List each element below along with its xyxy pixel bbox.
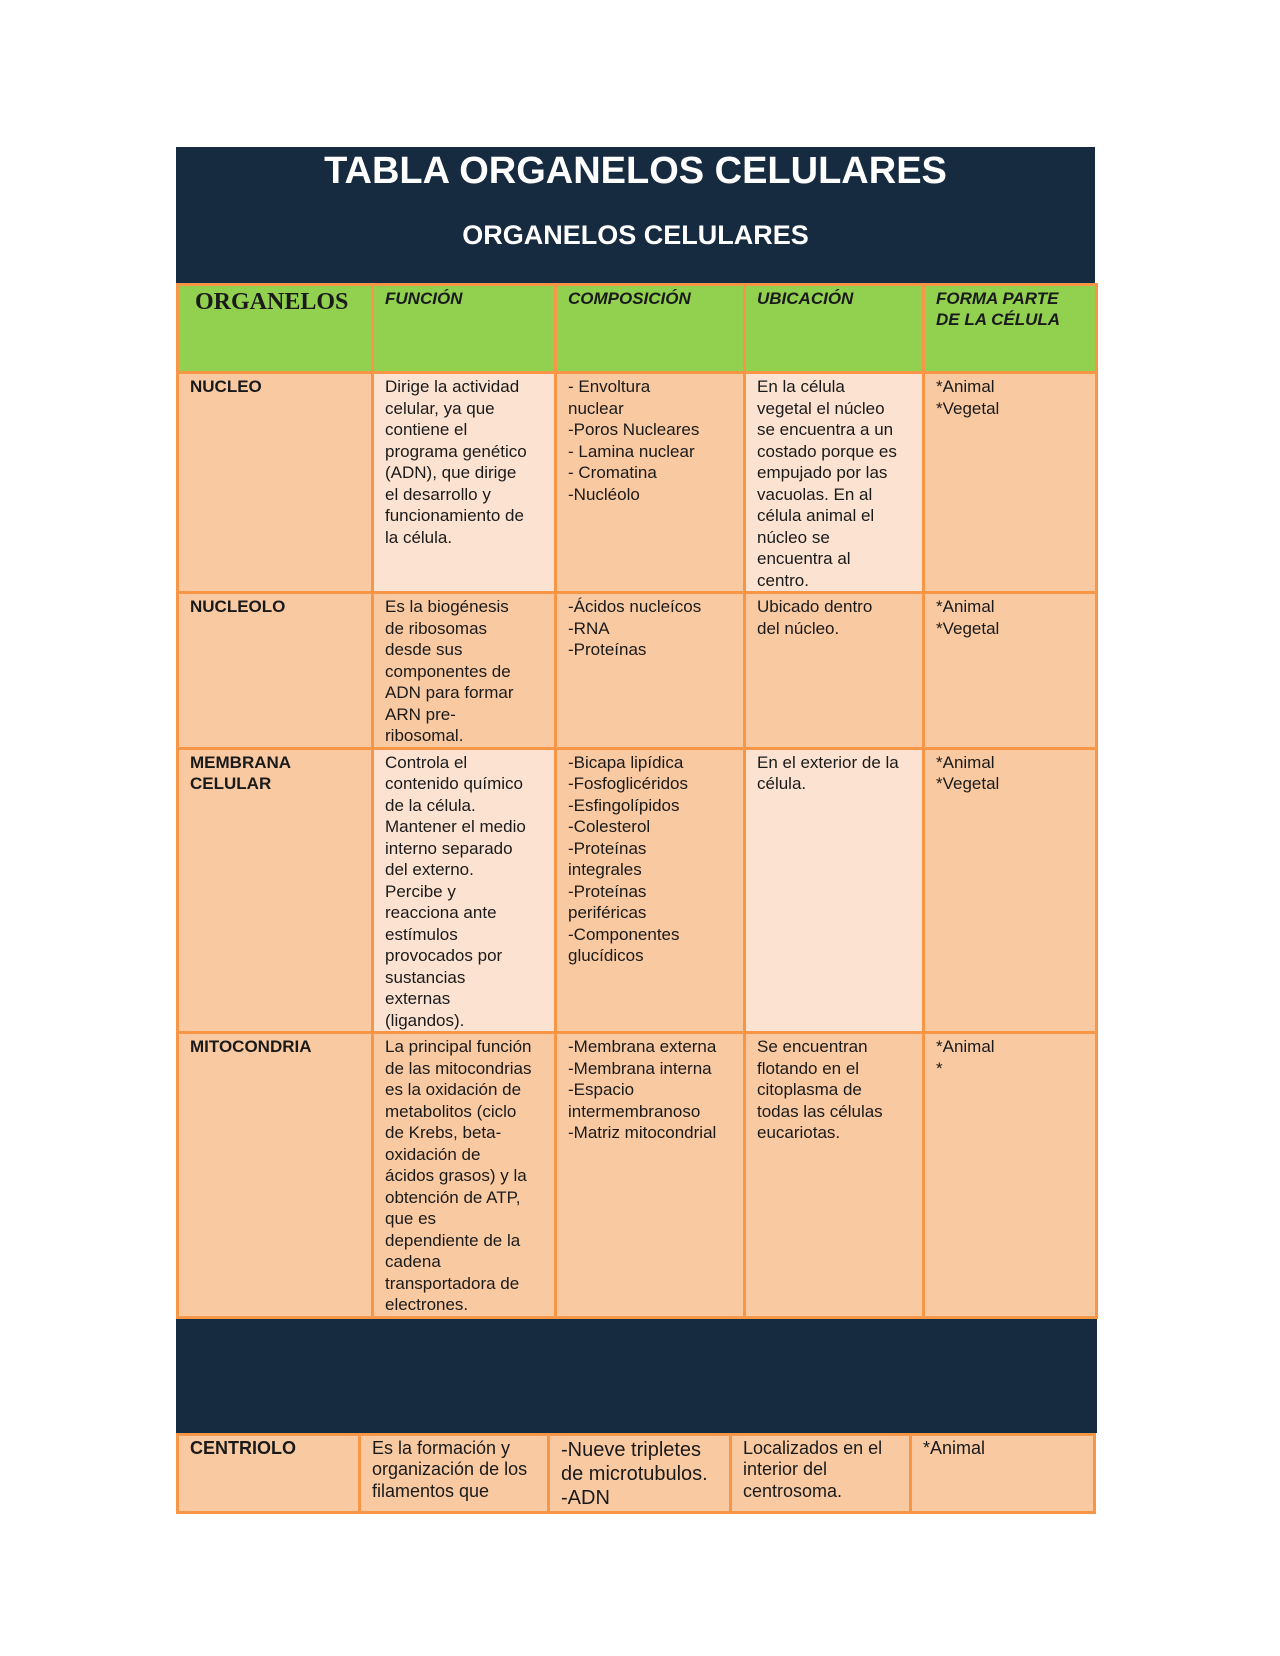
table-row [178, 748, 1097, 1033]
ubicacion-cell: Se encuentran flotando en el citoplasma de todas las células eucariotas. [745, 1033, 924, 1318]
document-title: TABLA ORGANELOS CELULARES [324, 150, 947, 192]
forma-cell: *Animal *Vegetal [924, 593, 1097, 749]
organelo-name: MITOCONDRIA [178, 1033, 373, 1318]
funcion-cell: Es la biogénesis de ribosomas desde sus componentes de ADN para formar ARN pre- ribosomal. [373, 593, 556, 749]
organelles-table [176, 283, 1098, 1319]
forma-cell: *Animal * [924, 1033, 1097, 1318]
forma-cell: *Animal *Vegetal [924, 373, 1097, 593]
composicion-cell: -Bicapa lipídica -Fosfoglicéridos -Esfingolípidos -Colesterol -Proteínas integrales -Proteínas periféricas -Componentes glucídicos [556, 748, 745, 1033]
document-subtitle: ORGANELOS CELULARES [462, 220, 809, 250]
composicion-cell: -Nueve tripletes de microtubulos. -ADN [549, 1434, 731, 1512]
header-forma: FORMA PARTE DE LA CÉLULA [924, 285, 1097, 373]
ubicacion-cell: En la célula vegetal el núcleo se encuentra a un costado porque es empujado por las vacuolas. En al célula animal el núcleo se encuentra al centro. [745, 373, 924, 593]
header-composicion: COMPOSICIÓN [556, 285, 745, 373]
composicion-cell: - Envoltura nuclear -Poros Nucleares - Lamina nuclear - Cromatina -Nucléolo [556, 373, 745, 593]
ubicacion-cell: En el exterior de la célula. [745, 748, 924, 1033]
funcion-cell: Controla el contenido químico de la célula. Mantener el medio interno separado del externo. Percibe y reacciona ante estímulos provocados por sustancias externas (ligandos). [373, 748, 556, 1033]
funcion-cell: La principal función de las mitocondrias es la oxidación de metabolitos (ciclo de Krebs, beta- oxidación de ácidos grasos) y la obtención de ATP, que es dependiente de la cadena transportadora de electrones. [373, 1033, 556, 1318]
header-row [178, 285, 1097, 373]
composicion-cell: -Membrana externa -Membrana interna -Espacio intermembranoso -Matriz mitocondrial [556, 1033, 745, 1318]
organelles-table-continued [176, 1433, 1096, 1514]
table-row [178, 1033, 1097, 1318]
header-ubicacion: UBICACIÓN [745, 285, 924, 373]
header-funcion: FUNCIÓN [373, 285, 556, 373]
forma-cell: *Animal [911, 1434, 1095, 1512]
header-organelos: ORGANELOS [178, 285, 373, 373]
organelo-name: CENTRIOLO [178, 1434, 360, 1512]
composicion-cell: -Ácidos nucleícos -RNA -Proteínas [556, 593, 745, 749]
organelo-name: MEMBRANA CELULAR [178, 748, 373, 1033]
title-block [176, 147, 1095, 283]
ubicacion-cell: Ubicado dentro del núcleo. [745, 593, 924, 749]
table-row [178, 1434, 1095, 1512]
table-row [178, 373, 1097, 593]
funcion-cell: Es la formación y organización de los filamentos que [360, 1434, 549, 1512]
document-content [176, 147, 1097, 1514]
dark-separator-band [176, 1319, 1097, 1433]
table-row [178, 593, 1097, 749]
ubicacion-cell: Localizados en el interior del centrosoma. [731, 1434, 911, 1512]
forma-cell: *Animal *Vegetal [924, 748, 1097, 1033]
organelo-name: NUCLEO [178, 373, 373, 593]
organelo-name: NUCLEOLO [178, 593, 373, 749]
funcion-cell: Dirige la actividad celular, ya que contiene el programa genético (ADN), que dirige el desarrollo y funcionamiento de la célula. [373, 373, 556, 593]
